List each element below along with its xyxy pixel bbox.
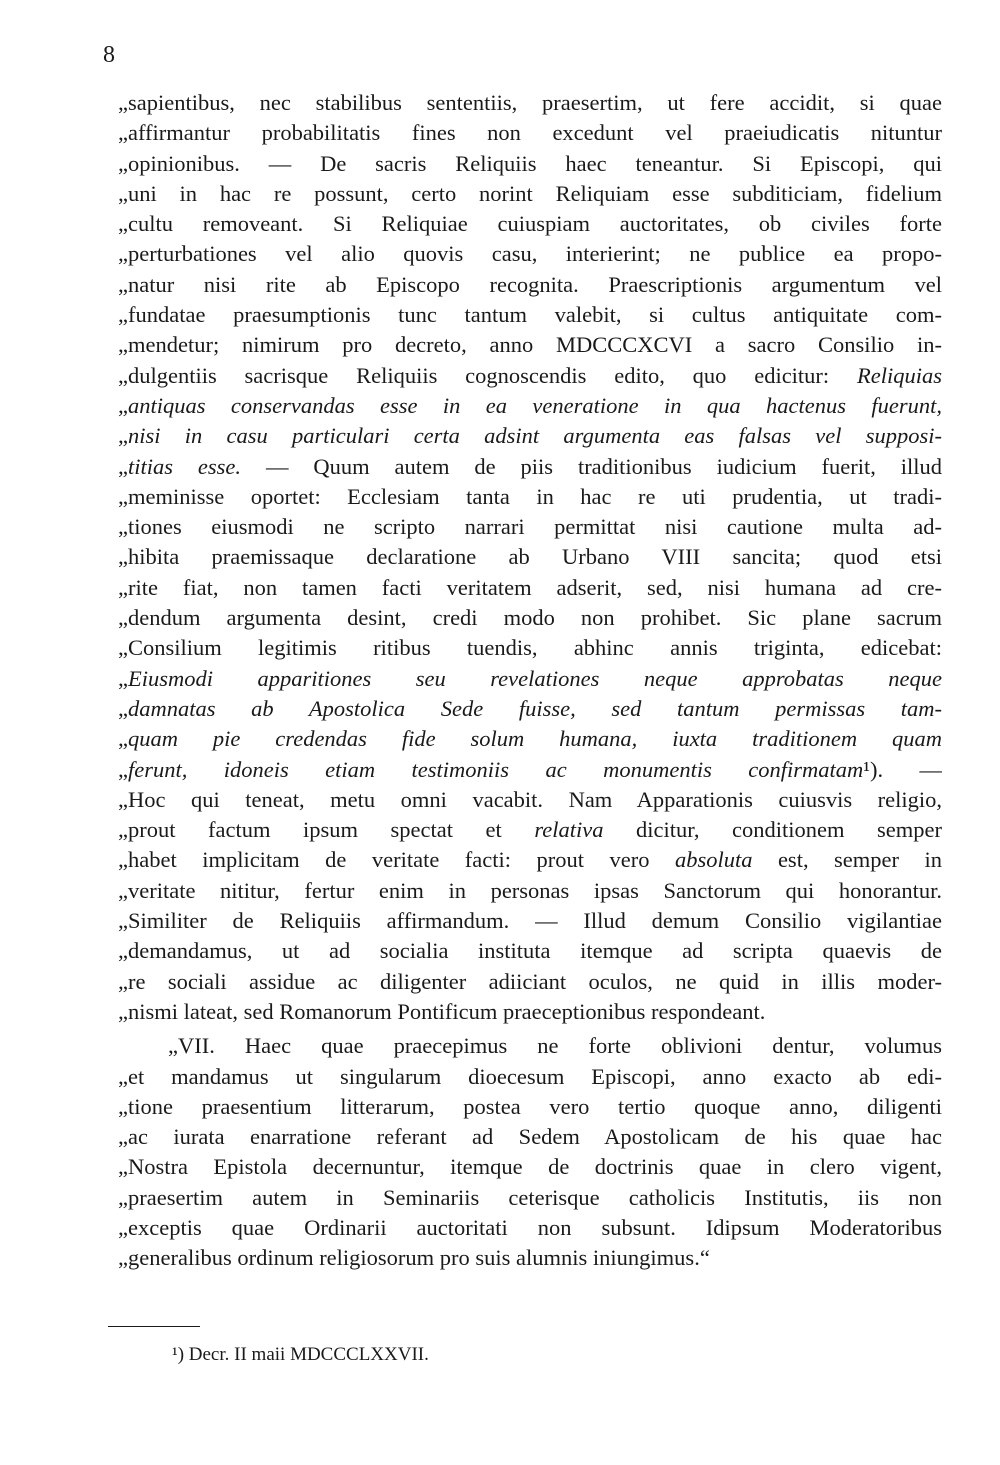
text-line xyxy=(118,1243,942,1273)
italic-text-run: Reliquias xyxy=(857,362,942,388)
text-run: „meminisse oportet: Ecclesiam tanta in hac re uti prudentia, ut tradi- xyxy=(118,483,942,509)
text-line xyxy=(118,936,942,966)
text-run: „opinionibus. — De sacris Reliquiis haec teneantur. Si Episcopi, qui xyxy=(118,150,942,176)
text-run: „ xyxy=(118,665,128,691)
italic-text-run: Eiusmodi apparitiones seu revelationes neque approbatas neque xyxy=(128,665,942,691)
page-number: 8 xyxy=(103,42,115,68)
text-line xyxy=(118,1183,942,1213)
italic-text-run: titias esse. xyxy=(128,453,242,479)
text-line xyxy=(118,1062,942,1092)
text-run: dicitur, conditionem semper xyxy=(603,817,942,843)
text-run: „affirmantur probabilitatis fines non excedunt vel praeiudicatis nituntur xyxy=(118,120,942,146)
text-line xyxy=(118,724,942,754)
text-line xyxy=(118,694,942,724)
text-line xyxy=(118,149,942,179)
footnote: ¹) Decr. II maii MDCCCLXXVII. xyxy=(172,1344,429,1365)
text-line xyxy=(118,785,942,815)
text-line xyxy=(118,239,942,269)
text-line xyxy=(118,361,942,391)
text-run: „ xyxy=(118,453,128,479)
text-run: „Nostra Epistola decernuntur, itemque de doctrinis quae in clero vigent, xyxy=(118,1154,942,1180)
italic-text-run: antiquas conservandas esse in ea veneratione in qua hactenus fuerunt, xyxy=(128,392,942,418)
text-run: „prout factum ipsum spectat et xyxy=(118,817,535,843)
text-line xyxy=(118,1092,942,1122)
text-run: „demandamus, ut ad socialia instituta itemque ad scripta quaevis de xyxy=(118,938,942,964)
text-run: „tione praesentium litterarum, postea vero tertio quoque anno, diligenti xyxy=(118,1093,942,1119)
text-run: „ xyxy=(118,726,128,752)
text-run: „ xyxy=(118,695,128,721)
paragraph-1 xyxy=(118,88,942,1027)
text-line xyxy=(118,1152,942,1182)
text-line xyxy=(118,209,942,239)
text-run: „exceptis quae Ordinarii auctoritati non subsunt. Idipsum Moderatoribus xyxy=(118,1214,942,1240)
text-line xyxy=(118,664,942,694)
text-run: „sapientibus, nec stabilibus sententiis, praesertim, ut fere accidit, si quae xyxy=(118,90,942,115)
text-run: „hibita praemissaque declaratione ab Urbano VIII sancita; quod etsi xyxy=(118,544,942,570)
text-line xyxy=(118,815,942,845)
text-line xyxy=(118,755,942,785)
text-line xyxy=(118,300,942,330)
text-line xyxy=(118,542,942,572)
text-line xyxy=(118,1122,942,1152)
text-line xyxy=(118,633,942,663)
text-line xyxy=(118,330,942,360)
text-run: est, semper in xyxy=(752,847,942,873)
text-line xyxy=(118,421,942,451)
text-line xyxy=(118,391,942,421)
text-line xyxy=(118,482,942,512)
text-line xyxy=(118,270,942,300)
text-run: „natur nisi rite ab Episcopo recognita. Praescriptionis argumentum vel xyxy=(118,271,942,297)
text-run: ¹). — xyxy=(863,756,942,782)
text-run: „et mandamus ut singularum dioecesum Episcopi, anno exacto ab edi- xyxy=(118,1063,942,1089)
main-text xyxy=(118,88,942,1274)
text-run: „dendum argumenta desint, credi modo non prohibet. Sic plane sacrum xyxy=(118,605,942,631)
text-run: „perturbationes vel alio quovis casu, interierint; ne publice ea propo- xyxy=(118,241,942,267)
text-run: „ xyxy=(118,756,128,782)
text-run: „Similiter de Reliquiis affirmandum. — Illud demum Consilio vigilantiae xyxy=(118,908,942,934)
text-line xyxy=(118,118,942,148)
text-run: „re sociali assidue ac diligenter adiiciant oculos, ne quid in illis moder- xyxy=(118,968,942,994)
text-line xyxy=(118,179,942,209)
italic-text-run: ferunt, idoneis etiam testimoniis ac monumentis confirmatam xyxy=(128,756,864,782)
text-run: „cultu removeant. Si Reliquiae cuiuspiam auctoritates, ob civiles forte xyxy=(118,211,942,237)
italic-text-run: absoluta xyxy=(674,847,753,873)
footnote-divider xyxy=(108,1326,200,1327)
text-run: „VII. Haec quae praecepimus ne forte oblivioni dentur, volumus xyxy=(168,1033,942,1059)
text-run: „mendetur; nimirum pro decreto, anno MDCCCXCVI a sacro Consilio in- xyxy=(118,332,942,358)
text-run: „Consilium legitimis ritibus tuendis, abhinc annis triginta, edicebat: xyxy=(118,635,942,661)
text-run: „ xyxy=(118,423,128,449)
text-line xyxy=(118,452,942,482)
text-run: „dulgentiis sacrisque Reliquiis cognoscendis edito, quo edicitur: xyxy=(118,362,857,388)
italic-text-run: damnatas ab Apostolica Sede fuisse, sed tantum permissas tam- xyxy=(128,695,942,721)
text-line xyxy=(118,512,942,542)
text-run: „nismi lateat, sed Romanorum Pontificum praeceptionibus respondeant. xyxy=(118,998,766,1024)
italic-text-run: relativa xyxy=(534,817,604,843)
text-run: „ xyxy=(118,392,128,418)
text-line xyxy=(118,1031,942,1061)
text-run: „Hoc qui teneat, metu omni vacabit. Nam Apparationis cuiusvis religio, xyxy=(118,786,942,812)
italic-text-run: nisi in casu particulari certa adsint argumenta eas falsas vel supposi- xyxy=(128,423,942,449)
paragraph-2-section-vii xyxy=(118,1031,942,1273)
text-run: „rite fiat, non tamen facti veritatem adserit, sed, nisi humana ad cre- xyxy=(118,574,942,600)
text-line xyxy=(118,88,942,118)
text-line xyxy=(118,603,942,633)
text-run: „tiones eiusmodi ne scripto narrari permittat nisi cautione multa ad- xyxy=(118,514,942,540)
text-run: „uni in hac re possunt, certo norint Reliquiam esse subditiciam, fidelium xyxy=(118,180,942,206)
text-line xyxy=(118,845,942,875)
text-line xyxy=(118,967,942,997)
text-line xyxy=(118,573,942,603)
text-run: „habet implicitam de veritate facti: prout vero xyxy=(118,847,675,873)
text-run: „praesertim autem in Seminariis ceterisque catholicis Institutis, iis non xyxy=(118,1184,942,1210)
text-run: — Quum autem de piis traditionibus iudicium fuerit, illud xyxy=(241,453,942,479)
text-run: „generalibus ordinum religiosorum pro suis alumnis iniungimus.“ xyxy=(118,1245,710,1271)
text-line xyxy=(118,1213,942,1243)
text-line xyxy=(118,997,942,1027)
italic-text-run: quam pie credendas fide solum humana, iuxta traditionem quam xyxy=(128,726,942,752)
text-line xyxy=(118,876,942,906)
text-line xyxy=(118,906,942,936)
text-run: „ac iurata enarratione referant ad Sedem Apostolicam de his quae hac xyxy=(118,1124,942,1150)
text-run: „veritate nititur, fertur enim in personas ipsas Sanctorum qui honorantur. xyxy=(118,877,942,903)
text-run: „fundatae praesumptionis tunc tantum valebit, si cultus antiquitate com- xyxy=(118,302,942,328)
